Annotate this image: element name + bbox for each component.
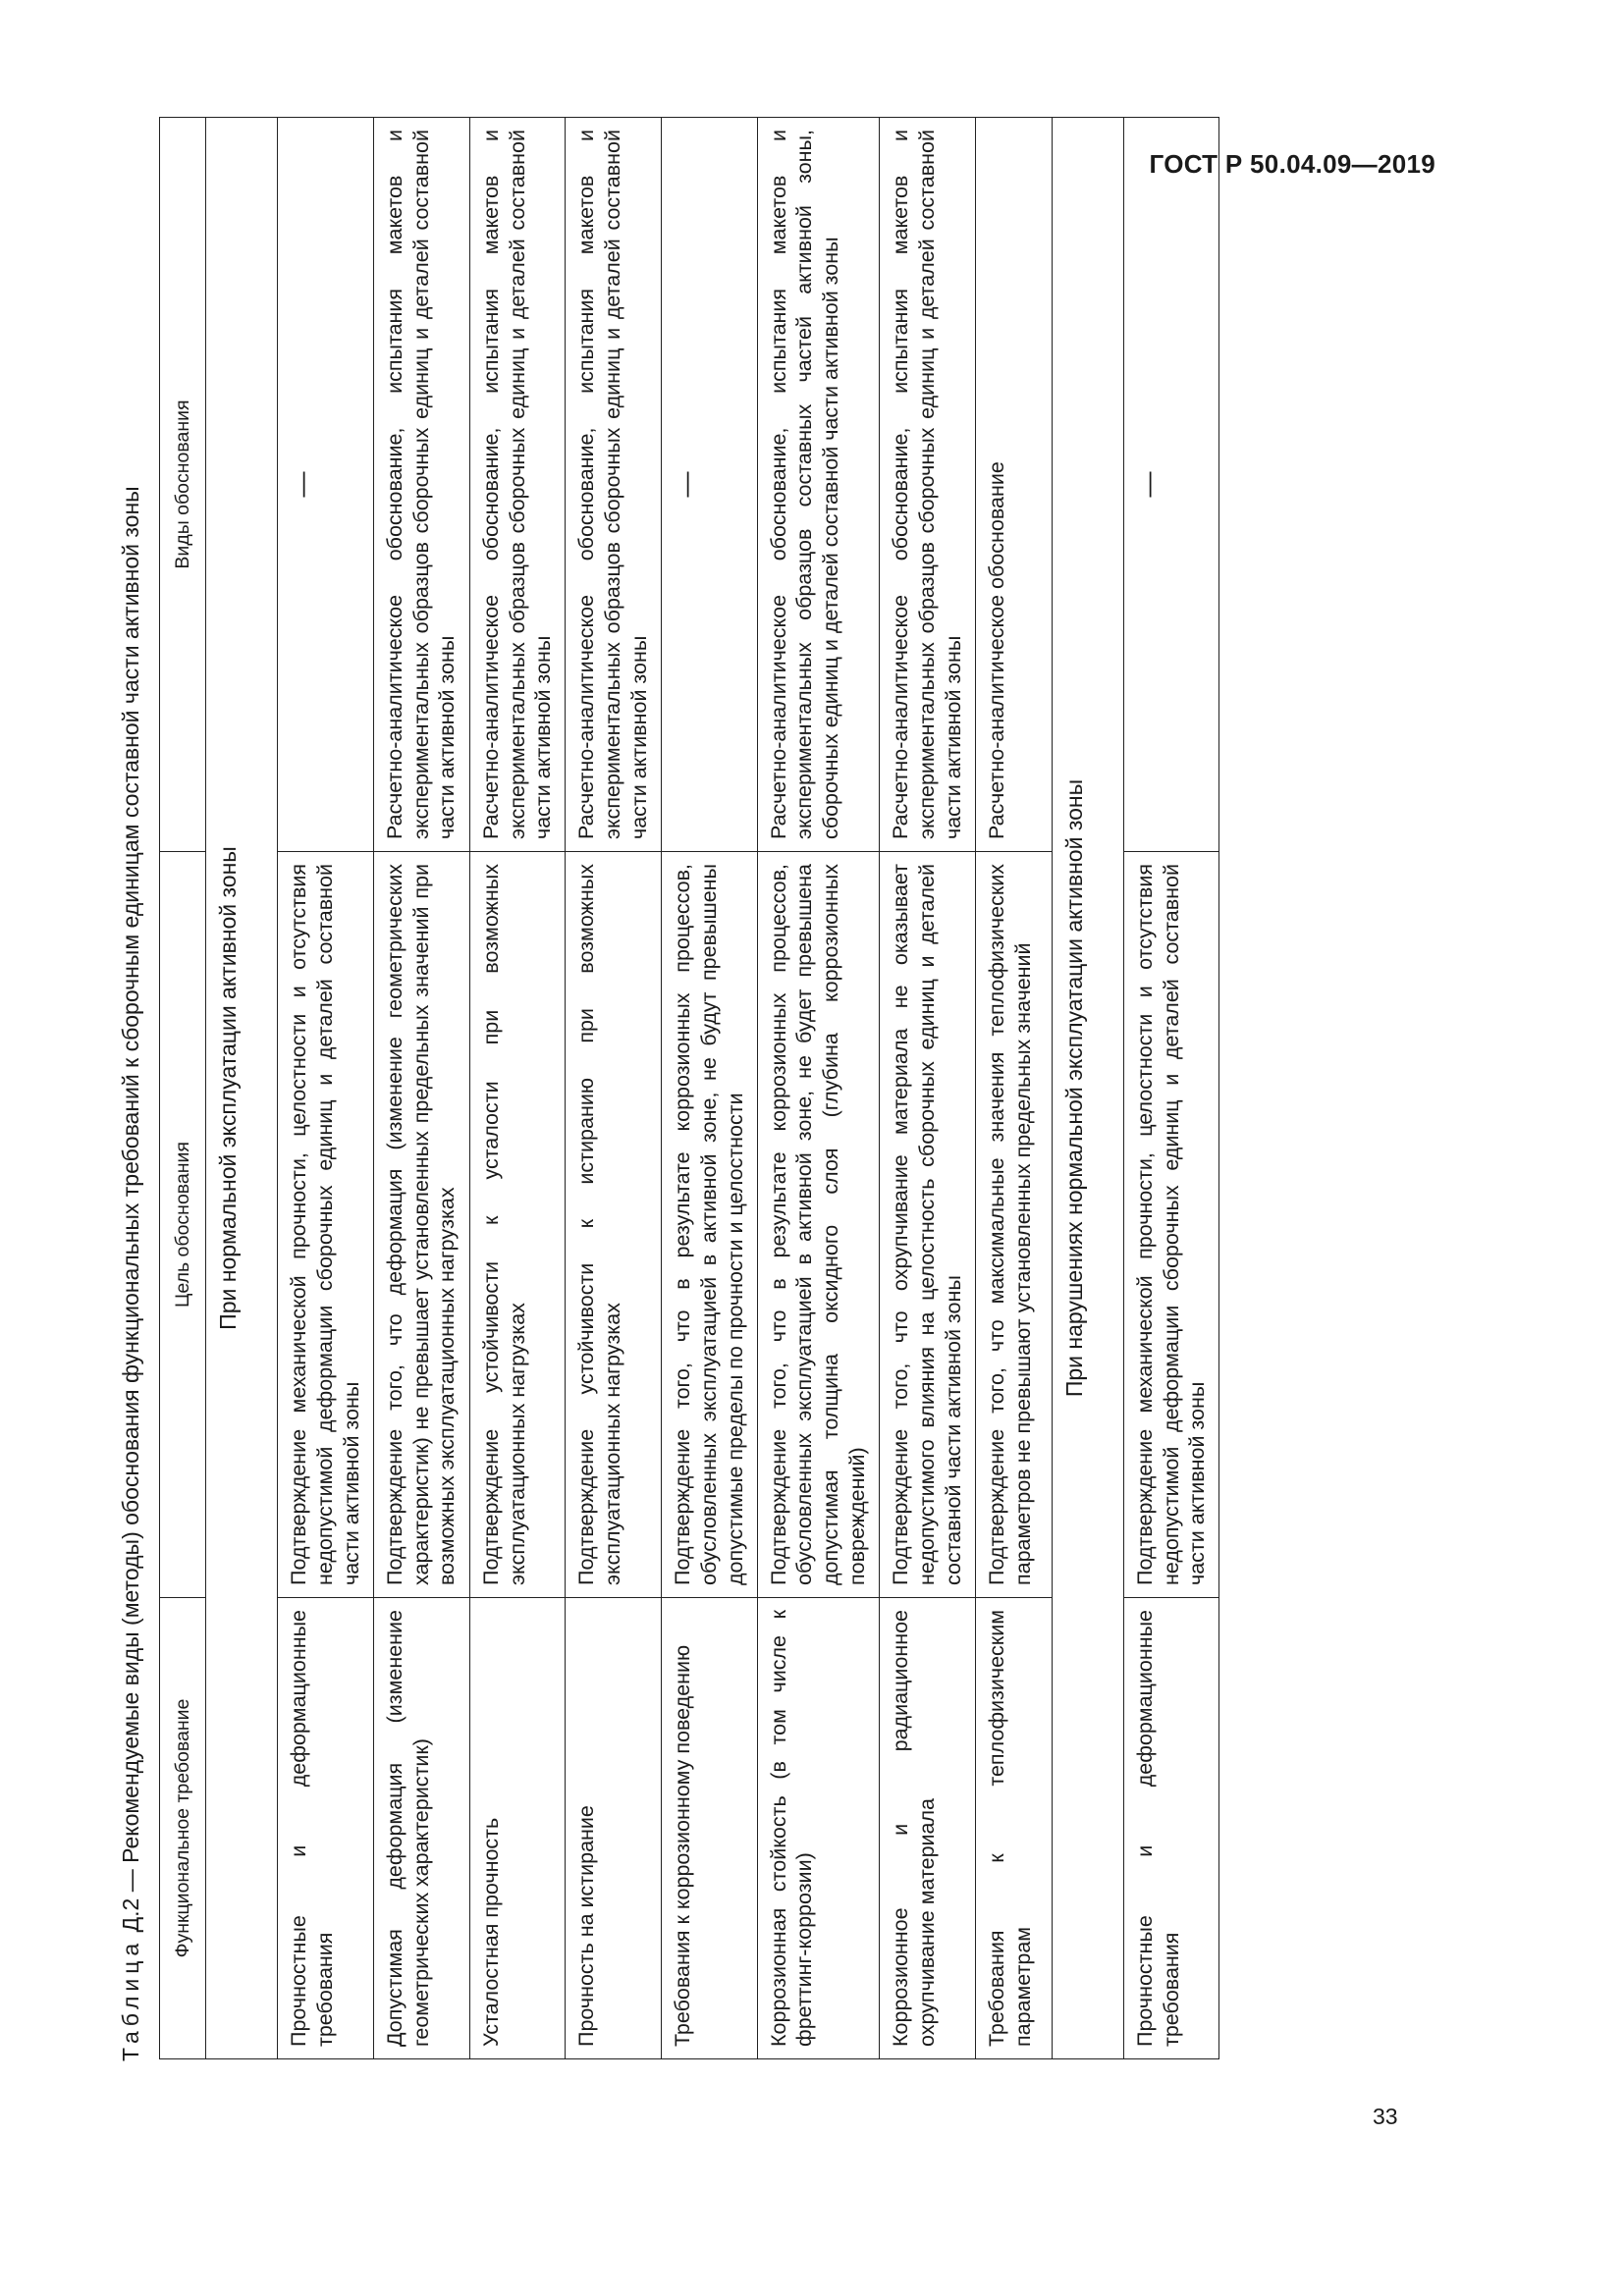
goal-cell: Подтверждение механической прочности, целостности и отсутствия недопустимой деформации сборочных единиц и деталей составной части активной зоны — [1123, 852, 1219, 1598]
section-title: При нормальной эксплуатации активной зоны — [206, 118, 278, 2059]
table-row — [278, 118, 374, 2059]
table-caption — [108, 486, 153, 2061]
requirement-cell: Допустимая деформация (изменение геометрических характеристик) — [373, 1598, 469, 2059]
method-cell: Расчетно-аналитическое обоснование — [975, 118, 1052, 852]
requirements-table — [159, 117, 1219, 2059]
requirement-cell: Прочность на истирание — [566, 1598, 662, 2059]
table-row — [469, 118, 566, 2059]
table-row — [975, 118, 1052, 2059]
method-cell: Расчетно-аналитическое обоснование, испытания макетов и экспериментальных образцов сборочных единиц и деталей составной части активной зоны — [469, 118, 566, 852]
column-header: Виды обоснования — [160, 118, 206, 852]
section-header-row — [206, 118, 278, 2059]
document-standard-header: ГОСТ Р 50.04.09—2019 — [1149, 149, 1435, 179]
requirement-cell: Прочностные и деформационные требования — [1123, 1598, 1219, 2059]
requirement-cell: Требования к теплофизическим параметрам — [975, 1598, 1052, 2059]
method-cell: Расчетно-аналитическое обоснование, испытания макетов и экспериментальных образцов составных частей активной зоны, сборочных единиц и деталей составной части активной зоны — [757, 118, 880, 852]
column-header: Цель обоснования — [160, 852, 206, 1598]
goal-cell: Подтверждение механической прочности, целостности и отсутствия недопустимой деформации сборочных единиц и деталей составной части активной зоны — [278, 852, 374, 1598]
rotated-page-content — [108, 98, 1414, 2061]
method-cell: — — [1123, 118, 1219, 852]
requirement-cell: Прочностные и деформационные требования — [278, 1598, 374, 2059]
goal-cell: Подтверждение того, что в результате коррозионных процессов, обусловленных эксплуатацией в активной зоне, не будут превышены допустимые пределы по прочности и целостности — [661, 852, 757, 1598]
goal-cell: Подтверждение того, что в результате коррозионных процессов, обусловленных эксплуатацией в активной зоне, не будет превышена допустимая толщина оксидного слоя (глубина коррозионных повреждений) — [757, 852, 880, 1598]
requirement-cell: Коррозионная стойкость (в том числе к фреттинг-коррозии) — [757, 1598, 880, 2059]
requirement-cell: Усталостная прочность — [469, 1598, 566, 2059]
caption-prefix: Таблица — [118, 1938, 143, 2061]
section-header-row — [1052, 118, 1123, 2059]
table-row — [373, 118, 469, 2059]
goal-cell: Подтверждение устойчивости к усталости при возможных эксплуатационных нагрузках — [469, 852, 566, 1598]
table-row — [566, 118, 662, 2059]
method-cell: — — [278, 118, 374, 852]
table-row — [757, 118, 880, 2059]
method-cell: Расчетно-аналитическое обоснование, испытания макетов и экспериментальных образцов сборочных единиц и деталей составной части активной зоны — [373, 118, 469, 852]
goal-cell: Подтверждение того, что охрупчивание материала не оказывает недопустимого влияния на целостность сборочных единиц и деталей составной части активной зоны — [880, 852, 976, 1598]
caption-text: — Рекомендуемые виды (методы) обоснования функциональных требований к сборочным единицам составной части активной зоны — [118, 486, 143, 1898]
table-header-row — [160, 118, 206, 2059]
table-row — [1123, 118, 1219, 2059]
method-cell: Расчетно-аналитическое обоснование, испытания макетов и экспериментальных образцов сборочных единиц и деталей составной части активной зоны — [566, 118, 662, 852]
method-cell: — — [661, 118, 757, 852]
caption-number: Д.2 — [118, 1897, 143, 1933]
goal-cell: Подтверждение того, что деформация (изменение геометрических характеристик) не превышает установленных предельных значений при возможных эксплуатационных нагрузках — [373, 852, 469, 1598]
requirement-cell: Коррозионное и радиационное охрупчивание материала — [880, 1598, 976, 2059]
method-cell: Расчетно-аналитическое обоснование, испытания макетов и экспериментальных образцов сборочных единиц и деталей составной части активной зоны — [880, 118, 976, 852]
table-row — [661, 118, 757, 2059]
requirement-cell: Требования к коррозионному поведению — [661, 1598, 757, 2059]
table-row — [880, 118, 976, 2059]
column-header: Функциональное требование — [160, 1598, 206, 2059]
section-title: При нарушениях нормальной эксплуатации активной зоны — [1052, 118, 1123, 2059]
goal-cell: Подтверждение того, что максимальные значения теплофизических параметров не превышают установленных предельных значений — [975, 852, 1052, 1598]
page-number: 33 — [1373, 2104, 1398, 2129]
goal-cell: Подтверждение устойчивости к истиранию при возможных эксплуатационных нагрузках — [566, 852, 662, 1598]
